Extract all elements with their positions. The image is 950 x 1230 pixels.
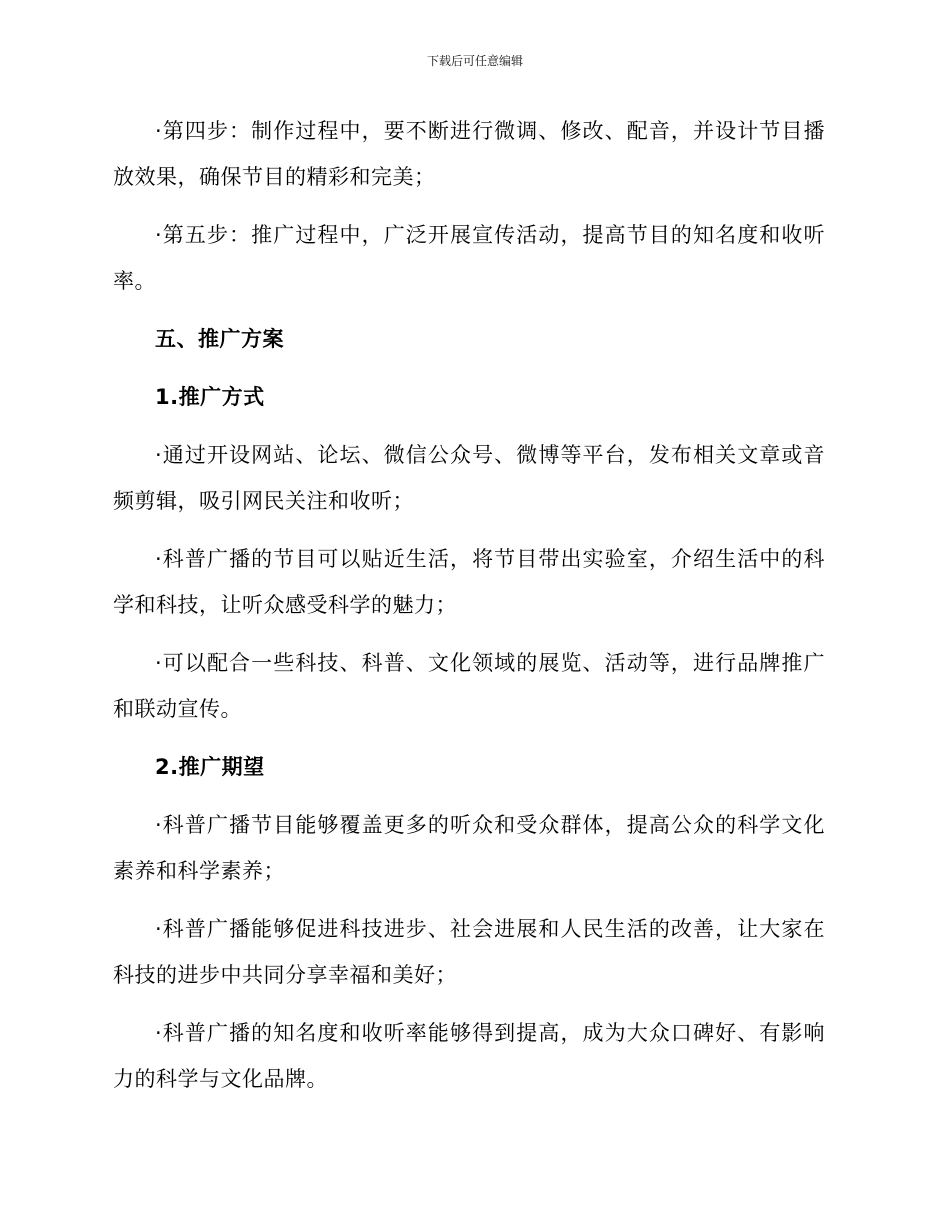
paragraph-expectation-progress: ·科普广播能够促进科技进步、社会进展和人民生活的改善，让大家在科技的进步中共同分享幸福和美好； [113, 917, 825, 987]
paragraph-expectation-coverage: ·科普广播节目能够覆盖更多的听众和受众群体，提高公众的科学文化素养和科学素养； [113, 813, 825, 883]
subheading-promotion-methods: 1.推广方式 [155, 385, 265, 409]
paragraph-expectation-brand: ·科普广播的知名度和收听率能够得到提高，成为大众口碑好、有影响力的科学与文化品牌。 [113, 1021, 825, 1091]
paragraph-step-four: ·第四步：制作过程中，要不断进行微调、修改、配音，并设计节目播放效果，确保节目的精彩和完美； [113, 119, 825, 189]
paragraph-step-five: ·第五步：推广过程中，广泛开展宣传活动，提高节目的知名度和收听率。 [113, 223, 825, 293]
page-header: 下载后可任意编辑 [426, 54, 523, 68]
paragraph-method-exhibitions: ·可以配合一些科技、科普、文化领域的展览、活动等，进行品牌推广和联动宣传。 [113, 651, 825, 721]
document-body [113, 108, 825, 1102]
section-heading-promotion-plan: 五、推广方案 [155, 327, 284, 351]
paragraph-method-online-platforms: ·通过开设网站、论坛、微信公众号、微博等平台，发布相关文章或音频剪辑，吸引网民关注和收听； [113, 443, 825, 513]
paragraph-method-life-science: ·科普广播的节目可以贴近生活，将节目带出实验室，介绍生活中的科学和科技，让听众感受科学的魅力； [113, 547, 825, 617]
subheading-promotion-expectations: 2.推广期望 [155, 755, 265, 779]
